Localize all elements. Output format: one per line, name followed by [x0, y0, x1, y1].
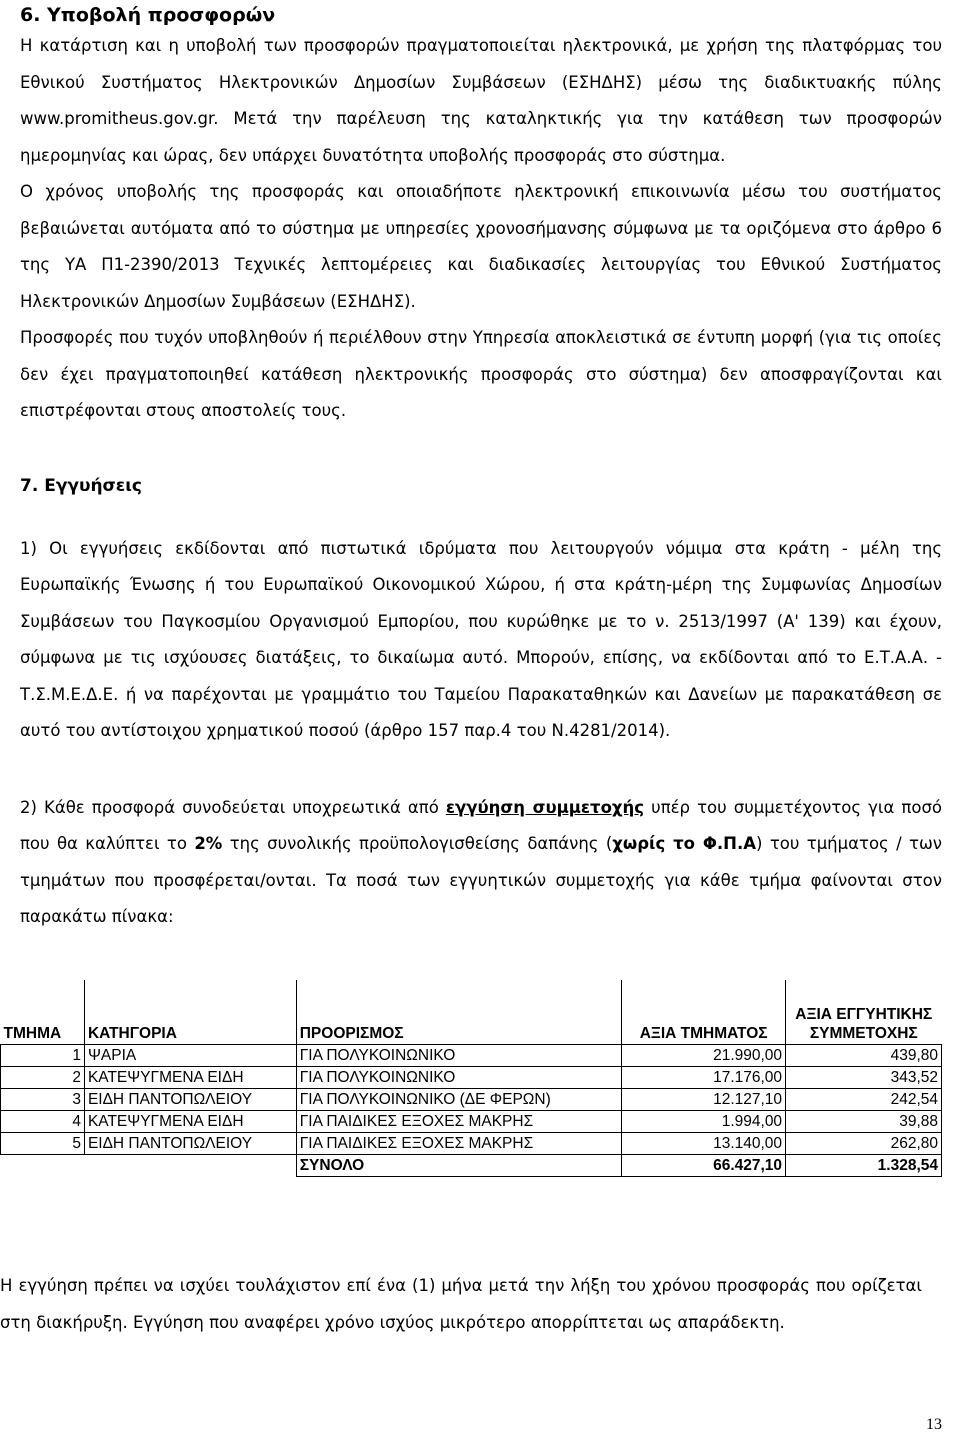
section-6-paragraph-2: Ο χρόνος υποβολής της προσφοράς και οποιαδήποτε ηλεκτρονική επικοινωνία μέσω του συστήματος βεβαιώνεται αυτόματα από το σύστημα με υπηρεσίες χρονοσήμανσης σύμφωνα με τα οριζόμενα στο άρθρο 6 της ΥΑ Π1-2390/2013 Τεχνικές λεπτομέρειες και διαδικασίες λειτουργίας του Εθνικού Συστήματος Ηλεκτρονικών Δημοσίων Συμβάσεων (ΕΣΗΔΗΣ). — [20, 182, 942, 311]
cell-guarantee-value: 242,54 — [786, 1088, 942, 1110]
p2-text-g: ) του τμήματος / των τμημάτων που προσφέρεται/ονται. Τα ποσά των εγγυητικών συμμετοχής για κάθε τμήμα φαίνονται στον παρακάτω πίνακα: — [20, 834, 942, 926]
cell-section: 3 — [1, 1088, 85, 1110]
document-page — [20, 0, 942, 936]
p2-emphasis-percent: 2% — [194, 834, 223, 853]
cell-section-value: 13.140,00 — [622, 1132, 786, 1154]
p2-text-a: 2) Κάθε προσφορά συνοδεύεται υποχρεωτικά από — [20, 797, 446, 817]
cell-destination: ΓΙΑ ΠΟΛΥΚΟΙΝΩΝΙΚΟ — [296, 1066, 622, 1088]
cell-section-value: 21.990,00 — [622, 1044, 786, 1066]
cell-section-value: 12.127,10 — [622, 1088, 786, 1110]
header-category: ΚΑΤΗΓΟΡΙΑ — [84, 980, 296, 1044]
p2-emphasis-guarantee: εγγύηση συμμετοχής — [445, 797, 645, 817]
total-section-value: 66.427,10 — [622, 1154, 786, 1176]
header-section-value: ΑΞΙΑ ΤΜΗΜΑΤΟΣ — [622, 980, 786, 1044]
table-row — [1, 1110, 942, 1132]
header-guarantee-value: ΑΞΙΑ ΕΓΓΥΗΤΙΚΗΣ ΣΥΜΜΕΤΟΧΗΣ — [786, 980, 942, 1044]
cell-section: 4 — [1, 1110, 85, 1132]
closing-paragraph-wrapper — [0, 1268, 922, 1341]
cell-category: ΚΑΤΕΨΥΓΜΕΝΑ ΕΙΔΗ — [84, 1110, 296, 1132]
p2-text-c: υπέρ του συμμετέχοντος για ποσό που θα καλύπτει το — [20, 797, 943, 853]
cell-section: 5 — [1, 1132, 85, 1154]
header-destination: ΠΡΟΟΡΙΣΜΟΣ — [296, 980, 622, 1044]
cell-category: ΨΑΡΙΑ — [84, 1044, 296, 1066]
cell-guarantee-value: 439,80 — [786, 1044, 942, 1066]
guarantee-table — [0, 980, 942, 1177]
table-row — [1, 1132, 942, 1154]
cell-category: ΚΑΤΕΨΥΓΜΕΝΑ ΕΙΔΗ — [84, 1066, 296, 1088]
cell-section: 2 — [1, 1066, 85, 1088]
cell-section-value: 1.994,00 — [622, 1110, 786, 1132]
section-7-paragraph-2 — [20, 790, 942, 936]
total-empty-cell — [84, 1154, 296, 1176]
cell-category: ΕΙΔΗ ΠΑΝΤΟΠΩΛΕΙΟΥ — [84, 1088, 296, 1110]
table-row — [1, 1044, 942, 1066]
page-number: 13 — [926, 1416, 942, 1433]
total-guarantee-value: 1.328,54 — [786, 1154, 942, 1176]
section-7-paragraph-1: 1) Οι εγγυήσεις εκδίδονται από πιστωτικά ιδρύματα που λειτουργούν νόμιμα στα κράτη - μέλη της Ευρωπαϊκής Ένωσης ή του Ευρωπαϊκού Οικονομικού Χώρου, ή στα κράτη-μέρη της Συμφωνίας Δημοσίων Συμβάσεων του Παγκοσμίου Οργανισμού Εμπορίου, που κυρώθηκε με το ν. 2513/1997 (Α' 139) και έχουν, σύμφωνα με τις ισχύουσες διατάξεις, το δικαίωμα αυτό. Μπορούν, επίσης, να εκδίδονται από το Ε.Τ.Α.Α. - Τ.Σ.Μ.Ε.Δ.Ε. ή να παρέχονται με γραμμάτιο του Ταμείου Παρακαταθηκών και Δανείων με παρακατάθεση σε αυτό του αντίστοιχου χρηματικού ποσού (άρθρο 157 παρ.4 του Ν.4281/2014). — [20, 538, 942, 740]
table-total-row — [1, 1154, 942, 1176]
cell-section: 1 — [1, 1044, 85, 1066]
total-empty-cell — [1, 1154, 85, 1176]
cell-section-value: 17.176,00 — [622, 1066, 786, 1088]
section-7-title: 7. Εγγυήσεις — [20, 475, 142, 496]
cell-guarantee-value: 262,80 — [786, 1132, 942, 1154]
cell-guarantee-value: 39,88 — [786, 1110, 942, 1132]
cell-category: ΕΙΔΗ ΠΑΝΤΟΠΩΛΕΙΟΥ — [84, 1132, 296, 1154]
p2-text-e: της συνολικής προϋπολογισθείσης δαπάνης ( — [222, 834, 613, 853]
p2-emphasis-vat: χωρίς το Φ.Π.Α — [612, 834, 757, 853]
cell-destination: ΓΙΑ ΠΟΛΥΚΟΙΝΩΝΙΚΟ — [296, 1044, 622, 1066]
cell-guarantee-value: 343,52 — [786, 1066, 942, 1088]
closing-paragraph: Η εγγύηση πρέπει να ισχύει τουλάχιστον επί ένα (1) μήνα μετά την λήξη του χρόνου προσφοράς που ορίζεται στη διακήρυξη. Εγγύηση που αναφέρει χρόνο ισχύος μικρότερο απορρίπτεται ως απαράδεκτη. — [0, 1276, 922, 1332]
table-row — [1, 1088, 942, 1110]
cell-destination: ΓΙΑ ΠΑΙΔΙΚΕΣ ΕΞΟΧΕΣ ΜΑΚΡΗΣ — [296, 1132, 622, 1154]
section-6-paragraph-1: Η κατάρτιση και η υποβολή των προσφορών πραγματοποιείται ηλεκτρονικά, με χρήση της πλατφόρμας του Εθνικού Συστήματος Ηλεκτρονικών Δημοσίων Συμβάσεων (ΕΣΗΔΗΣ) μέσω της διαδικτυακής πύλης www.promitheus.gov.gr. Μετά την παρέλευση της καταληκτικής για την κατάθεση των προσφορών ημερομηνίας και ώρας, δεν υπάρχει δυνατότητα υποβολής προσφοράς στο σύστημα. — [20, 36, 942, 165]
table-header-row — [1, 980, 942, 1044]
section-6-paragraph-3: Προσφορές που τυχόν υποβληθούν ή περιέλθουν στην Υπηρεσία αποκλειστικά σε έντυπη μορφή (για τις οποίες δεν έχει πραγματοποιηθεί κατάθεση ηλεκτρονικής προσφοράς στο σύστημα) δεν αποσφραγίζονται και επιστρέφονται στους αποστολείς τους. — [20, 328, 942, 420]
cell-destination: ΓΙΑ ΠΟΛΥΚΟΙΝΩΝΙΚΟ (ΔΕ ΦΕΡΩΝ) — [296, 1088, 622, 1110]
cell-destination: ΓΙΑ ΠΑΙΔΙΚΕΣ ΕΞΟΧΕΣ ΜΑΚΡΗΣ — [296, 1110, 622, 1132]
total-label: ΣΥΝΟΛΟ — [296, 1154, 622, 1176]
table-row — [1, 1066, 942, 1088]
header-section: ΤΜΗΜΑ — [1, 980, 85, 1044]
section-6-title: 6. Υποβολή προσφορών — [20, 4, 276, 26]
